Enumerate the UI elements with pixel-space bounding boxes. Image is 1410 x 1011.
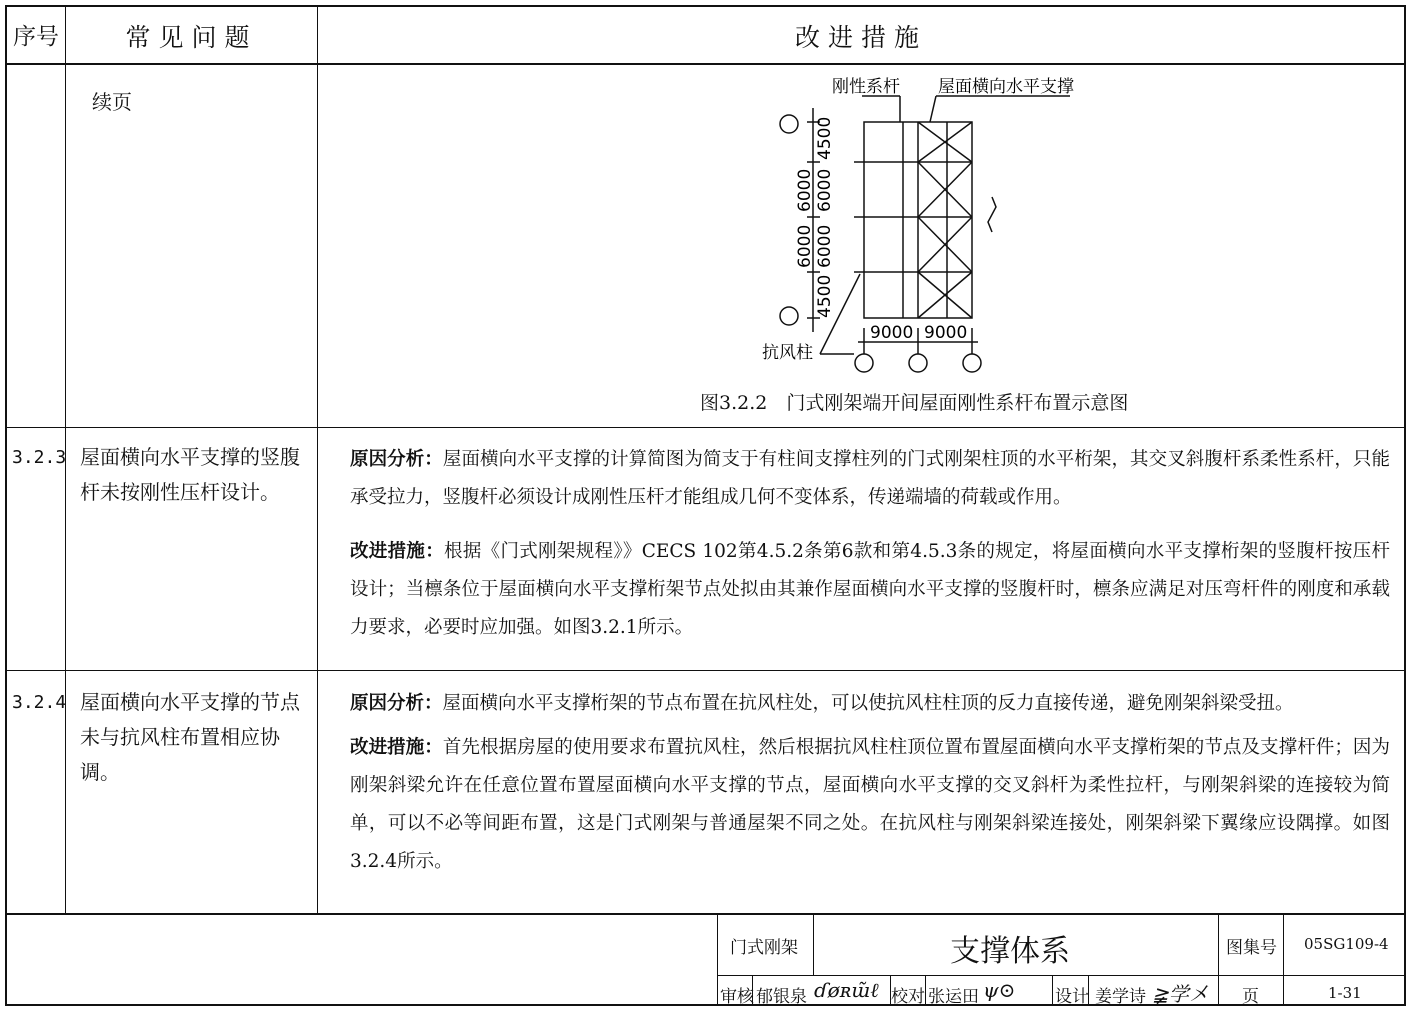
dim-6000-d: 6000 xyxy=(815,224,835,268)
row-cause-3-2-3: 原因分析：屋面横向水平支撑的计算简图为简支于有柱间支撑柱列的门式刚架柱顶的水平桁架，其交叉斜腹杆系柔性系杆，只能承受拉力，竖腹杆必须设计成刚性压杆才能组成几何不变体系，传递端墙的荷载或作用。 xyxy=(350,449,1390,508)
tb-atlas-label: 图集号 xyxy=(1226,938,1277,958)
dim-6000-b: 6000 xyxy=(815,168,835,212)
header-no: 序号 xyxy=(13,24,59,50)
row-cause-3-2-4: 原因分析：屋面横向水平支撑桁架的节点布置在抗风柱处，可以使抗风柱柱顶的反力直接传递，避免刚架斜梁受扭。 xyxy=(350,693,1294,714)
tb-checker: 张运田 xyxy=(928,987,979,1007)
dim-4500-bottom: 4500 xyxy=(815,274,835,318)
header-measure: 改进措施 xyxy=(794,23,927,52)
row-no-3-2-4: 3.2.4 xyxy=(12,692,67,713)
row-measure-3-2-3: 改进措施：根据《门式刚架规程》》CECS 102第4.5.2条第6款和第4.5.3条的规定，将屋面横向水平支撑桁架的竖腹杆按压杆设计；当檩条位于屋面横向水平支撑桁架节点处拟由其兼作屋面横向水平支撑的竖腹杆时，檩条应满足对压弯杆件的刚度和承载力要求，必要时应加强。如图3.2.1所示。 xyxy=(350,541,1390,638)
continued-label: 续页 xyxy=(92,90,132,114)
header-problem: 常见问题 xyxy=(125,23,258,52)
figure-caption: 图3.2.2 门式刚架端开间屋面刚性系杆布置示意图 xyxy=(700,392,1129,414)
row-no-3-2-3: 3.2.3 xyxy=(12,447,67,468)
dim-6000-a: 6000 xyxy=(795,168,815,212)
header-divider xyxy=(5,63,1406,65)
tb-design-label: 设计 xyxy=(1055,987,1089,1007)
tb-review-label: 审核 xyxy=(720,987,754,1007)
tb-reviewer-signature: ɗøʀɯ̃ℓ xyxy=(814,978,879,1002)
dim-9000-2: 9000 xyxy=(924,323,968,343)
tb-page-label: 页 xyxy=(1242,987,1259,1007)
label-rigid-tie: 刚性系杆 xyxy=(832,77,900,97)
tb-title: 支撑体系 xyxy=(950,934,1070,969)
tb-checker-signature: ψ⊙ xyxy=(983,978,1016,1002)
tb-page-no: 1-31 xyxy=(1328,984,1362,1002)
tb-category: 门式刚架 xyxy=(730,938,798,958)
row-divider-1 xyxy=(5,427,1406,428)
label-wind-column: 抗风柱 xyxy=(762,343,813,363)
border-right xyxy=(1404,5,1406,1006)
tb-designer-signature: ≩学㐅 xyxy=(1152,982,1209,1006)
row-divider-3 xyxy=(5,913,1406,915)
tb-reviewer: 郁银泉 xyxy=(756,987,807,1007)
tb-designer: 姜学诗 xyxy=(1095,987,1146,1007)
figure-3-2-2 xyxy=(740,72,1120,382)
col-divider-2 xyxy=(317,5,318,914)
border-top xyxy=(5,5,1406,7)
row-problem-3-2-3: 屋面横向水平支撑的竖腹杆未按刚性压杆设计。 xyxy=(80,445,300,504)
tb-check-label: 校对 xyxy=(891,987,925,1007)
label-bracing: 屋面横向水平支撑 xyxy=(938,77,1074,97)
dim-4500-top: 4500 xyxy=(815,116,835,160)
row-problem-3-2-4: 屋面横向水平支撑的节点未与抗风柱布置相应协调。 xyxy=(80,690,300,784)
row-divider-2 xyxy=(5,670,1406,671)
dim-9000-1: 9000 xyxy=(870,323,914,343)
row-measure-3-2-4: 改进措施：首先根据房屋的使用要求布置抗风柱，然后根据抗风柱柱顶位置布置屋面横向水平支撑桁架的节点及支撑杆件；因为刚架斜梁允许在任意位置布置屋面横向水平支撑的节点，屋面横向水平支撑的交叉斜杆为柔性拉杆，与刚架斜梁的连接较为简单，可以不必等间距布置，这是门式刚架与普通屋架不同之处。在抗风柱与刚架斜梁连接处，刚架斜梁下翼缘应设隅撑。如图3.2.4所示。 xyxy=(350,737,1390,872)
dim-6000-c: 6000 xyxy=(795,224,815,268)
border-left xyxy=(5,5,7,1006)
tb-atlas-no: 05SG109-4 xyxy=(1304,935,1389,953)
